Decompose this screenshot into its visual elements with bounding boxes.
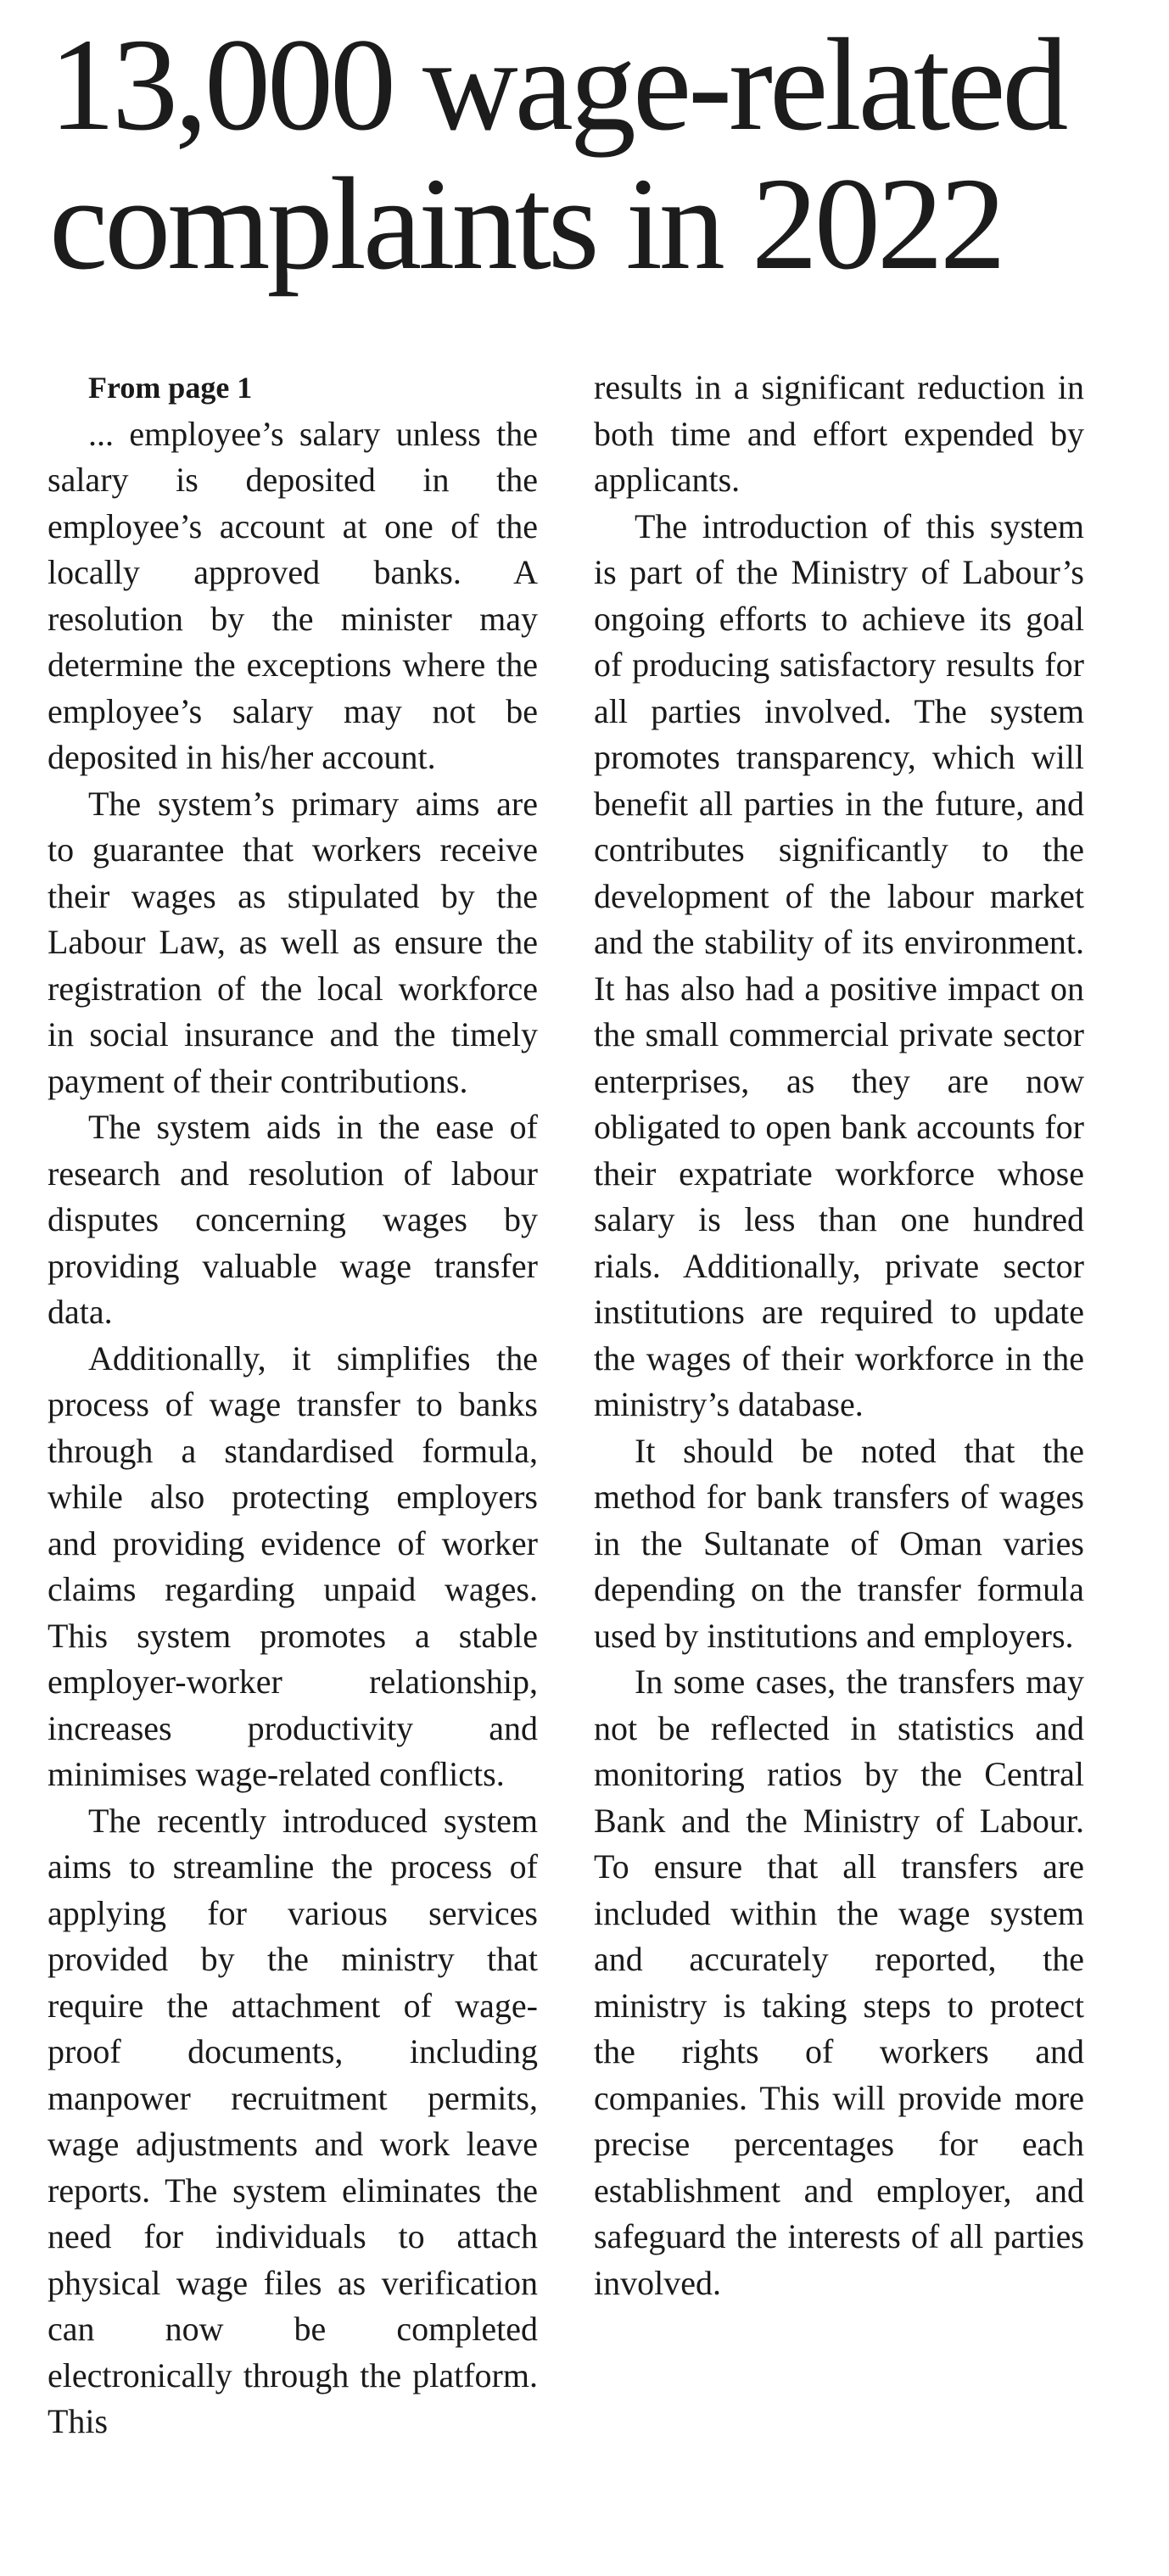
article-column-left [48,365,538,2445]
paragraph: In some cases, the transfers may not be reflected in statistics and monitoring ratios by the Central Bank and the Ministry of Labour. To ensure that all transfers are included within the wage system and accurately reported, the ministry is taking steps to protect the rights of workers and companies. This will provide more precise percentages for each establishment and employer, and safeguard the interests of all parties involved. [594,1662,1084,2302]
article-column-right [594,365,1084,2306]
paragraph: The recently introduced system aims to streamline the process of applying for various services provided by the ministry that require the attachment of wage-proof documents, including manpower recruitment permits, wage adjustments and work leave reports. The system eliminates the need for individuals to attach physical wage files as verification can now be completed electronically through the platform. This [48,1801,538,2440]
paragraph: ... employee’s salary unless the salary is deposited in the employee’s account at one of the locally approved banks. A resolution by the minister may determine the exceptions where the employee’s salary may not be deposited in his/her account. [48,414,538,776]
paragraph-continued: results in a significant reduction in both time and effort expended by applicants. [594,368,1084,499]
paragraph: The introduction of this system is part of the Ministry of Labour’s ongoing efforts to achieve its goal of producing satisfactory results for all parties involved. The system promotes transparency, which will benefit all parties in the future, and contributes significantly to the development of the labour market and the stability of its environment. It has also had a positive impact on the small commercial private sector enterprises, as they are now obligated to open bank accounts for their expatriate workforce whose salary is less than one hundred rials. Additionally, private sector institutions are required to update the wages of their workforce in the ministry’s database. [594,506,1084,1423]
from-page-label: From page 1 [88,371,253,405]
paragraph: It should be noted that the method for bank transfers of wages in the Sultanate of Oman varies depending on the transfer formula used by institutions and employers. [594,1431,1084,1655]
paragraph: The system’s primary aims are to guarantee that workers receive their wages as stipulated by the Labour Law, as well as ensure the registration of the local workforce in social insurance and the timely payment of their contributions. [48,784,538,1100]
paragraph: Additionally, it simplifies the process of wage transfer to banks through a standardised formula, while also protecting employers and providing evidence of worker claims regarding unpaid wages. This system promotes a stable employer-worker relationship, increases productivity and minimises wage-related conflicts. [48,1338,538,1793]
paragraph: The system aids in the ease of research and resolution of labour disputes concerning wages by providing valuable wage transfer data. [48,1108,538,1331]
headline: 13,000 wage-related complaints in 2022 [49,11,1066,297]
